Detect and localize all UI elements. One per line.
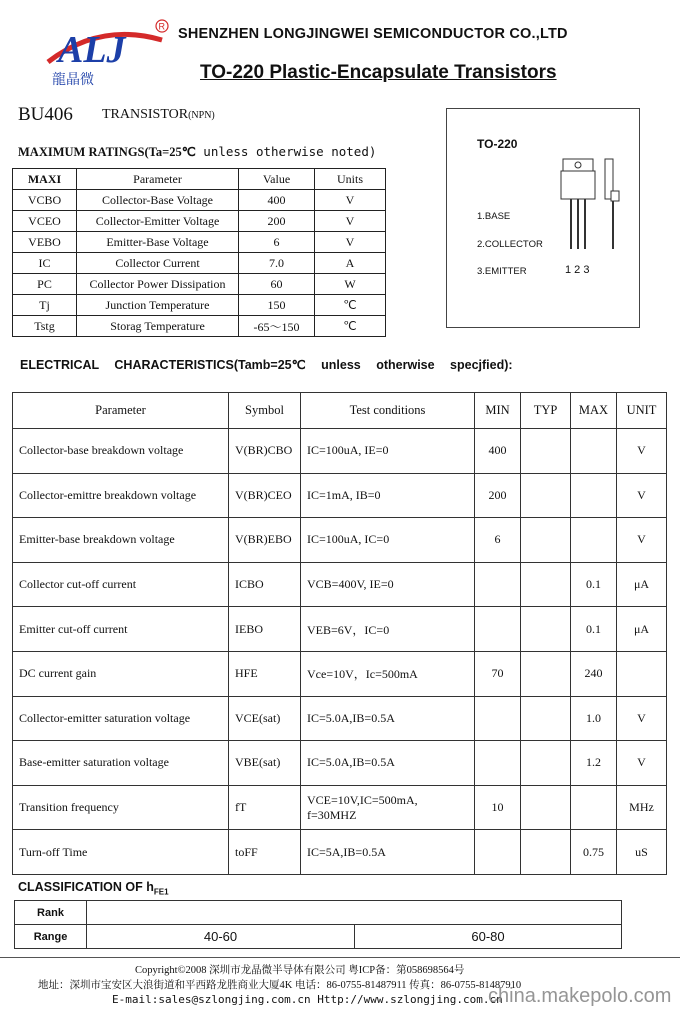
table-cell: 0.1 xyxy=(571,607,617,652)
table-cell: V xyxy=(617,473,667,518)
table-cell: V xyxy=(315,211,386,232)
table-cell: Storag Temperature xyxy=(77,316,239,337)
table-cell: V xyxy=(315,232,386,253)
footer-divider xyxy=(0,957,680,958)
table-cell: fT xyxy=(229,785,301,830)
table-cell xyxy=(475,607,521,652)
table-row xyxy=(13,785,667,830)
table-cell: 400 xyxy=(475,429,521,474)
svg-text:R: R xyxy=(158,21,165,32)
table-row xyxy=(13,190,386,211)
table-cell: 200 xyxy=(239,211,315,232)
table-cell: uS xyxy=(617,830,667,875)
table-cell: Collector Power Dissipation xyxy=(77,274,239,295)
table-cell: IC=100uA, IE=0 xyxy=(301,429,475,474)
table-cell xyxy=(475,830,521,875)
logo-subtext: 龍晶微 xyxy=(52,72,94,88)
table-cell xyxy=(571,518,617,563)
range-label: Range xyxy=(15,925,87,949)
table-cell xyxy=(475,562,521,607)
table-cell: Transition frequency xyxy=(13,785,229,830)
table-cell: V xyxy=(315,190,386,211)
table-cell xyxy=(521,473,571,518)
table-cell: 200 xyxy=(475,473,521,518)
table-cell: V(BR)CBO xyxy=(229,429,301,474)
table-row xyxy=(13,741,667,786)
table-cell: 7.0 xyxy=(239,253,315,274)
table-cell: Emitter cut-off current xyxy=(13,607,229,652)
table-cell: 1.0 xyxy=(571,696,617,741)
logo-text: ALJ xyxy=(58,29,126,71)
table-cell: IC xyxy=(13,253,77,274)
table-row xyxy=(13,518,667,563)
table-cell: Emitter-base breakdown voltage xyxy=(13,518,229,563)
table-header-row xyxy=(13,393,667,429)
table-row xyxy=(13,696,667,741)
table-row xyxy=(13,830,667,875)
table-cell: μA xyxy=(617,607,667,652)
table-cell: V(BR)EBO xyxy=(229,518,301,563)
table-cell: DC current gain xyxy=(13,651,229,696)
part-type xyxy=(102,107,215,123)
footer-contact: E-mail:sales@szlongjing.com.cn Http://www.szlongjing.com.cn xyxy=(112,993,503,1006)
header-cell: MIN xyxy=(475,393,521,429)
classification-title-sub: FE1 xyxy=(153,887,169,897)
table-cell: V xyxy=(617,518,667,563)
table-cell xyxy=(475,741,521,786)
table-cell: 60 xyxy=(239,274,315,295)
table-cell xyxy=(521,696,571,741)
table-cell xyxy=(521,785,571,830)
table-cell: Emitter-Base Voltage xyxy=(77,232,239,253)
table-cell: MHz xyxy=(617,785,667,830)
table-cell: VBE(sat) xyxy=(229,741,301,786)
table-cell: V xyxy=(617,696,667,741)
table-cell: W xyxy=(315,274,386,295)
max-ratings-title-bold: MAXIMUM RATINGS(Ta=25℃ xyxy=(18,145,196,159)
max-ratings-table xyxy=(12,168,386,337)
table-cell: IC=5A,IB=0.5A xyxy=(301,830,475,875)
table-header-row xyxy=(13,169,386,190)
table-row xyxy=(13,253,386,274)
table-cell: 240 xyxy=(571,651,617,696)
table-cell xyxy=(571,429,617,474)
table-cell: Collector Current xyxy=(77,253,239,274)
table-cell: A xyxy=(315,253,386,274)
table-cell: μA xyxy=(617,562,667,607)
table-cell xyxy=(521,651,571,696)
table-cell: ℃ xyxy=(315,316,386,337)
table-cell: VCEO xyxy=(13,211,77,232)
footer-address: 地址：深圳市宝安区大浪街道和平西路龙胜商业大厦4K 电话：86-0755-81487911 传真：86-0755-81487910 xyxy=(38,980,522,991)
table-cell: VEBO xyxy=(13,232,77,253)
table-row xyxy=(13,316,386,337)
package-diagram-box xyxy=(446,108,640,328)
table-row xyxy=(15,901,622,925)
table-cell: Turn-off Time xyxy=(13,830,229,875)
table-cell: HFE xyxy=(229,651,301,696)
header-cell: MAXI xyxy=(13,169,77,190)
table-cell xyxy=(475,696,521,741)
table-cell: Tstg xyxy=(13,316,77,337)
range-cell: 60-80 xyxy=(355,925,622,949)
range-cell: 40-60 xyxy=(87,925,355,949)
table-cell xyxy=(571,785,617,830)
table-row xyxy=(13,651,667,696)
table-cell: Junction Temperature xyxy=(77,295,239,316)
table-cell: VCE=10V,IC=500mA, f=30MHZ xyxy=(301,785,475,830)
pin2-label: 2.COLLECTOR xyxy=(477,239,543,250)
electrical-table xyxy=(12,392,667,875)
table-cell: 6 xyxy=(475,518,521,563)
classification-table xyxy=(14,900,622,949)
part-number: BU406 xyxy=(18,104,73,125)
header-cell: Parameter xyxy=(77,169,239,190)
max-ratings-title-rest: unless otherwise noted) xyxy=(195,144,377,159)
table-cell: Collector-emittre breakdown voltage xyxy=(13,473,229,518)
table-row xyxy=(13,429,667,474)
table-cell: Collector-emitter saturation voltage xyxy=(13,696,229,741)
table-cell: IC=100uA, IC=0 xyxy=(301,518,475,563)
table-cell xyxy=(521,607,571,652)
table-cell: 0.1 xyxy=(571,562,617,607)
pin-numbers: 1 2 3 xyxy=(565,264,590,276)
table-cell xyxy=(521,429,571,474)
table-cell: VEB=6V，IC=0 xyxy=(301,607,475,652)
table-cell: IEBO xyxy=(229,607,301,652)
table-cell: PC xyxy=(13,274,77,295)
table-row xyxy=(13,562,667,607)
table-cell: Base-emitter saturation voltage xyxy=(13,741,229,786)
table-cell: V xyxy=(617,741,667,786)
part-type-label: TRANSISTOR xyxy=(102,107,189,122)
table-cell: V xyxy=(617,429,667,474)
table-row xyxy=(13,211,386,232)
header-cell: MAX xyxy=(571,393,617,429)
table-cell: 6 xyxy=(239,232,315,253)
header-cell: Parameter xyxy=(13,393,229,429)
header-cell: TYP xyxy=(521,393,571,429)
table-cell: VCE(sat) xyxy=(229,696,301,741)
rank-label: Rank xyxy=(15,901,87,925)
table-cell: Collector-Emitter Voltage xyxy=(77,211,239,232)
table-cell: Tj xyxy=(13,295,77,316)
max-ratings-title xyxy=(18,144,376,160)
table-cell xyxy=(617,651,667,696)
header-cell: Test conditions xyxy=(301,393,475,429)
table-cell xyxy=(521,830,571,875)
table-cell: ICBO xyxy=(229,562,301,607)
table-cell: 0.75 xyxy=(571,830,617,875)
company-name: SHENZHEN LONGJINGWEI SEMICONDUCTOR CO.,LTD xyxy=(178,26,568,42)
company-logo xyxy=(40,18,170,88)
rank-cell xyxy=(87,901,622,925)
table-cell: 150 xyxy=(239,295,315,316)
table-cell xyxy=(521,741,571,786)
table-cell: -65～150 xyxy=(239,316,315,337)
table-cell xyxy=(571,473,617,518)
table-cell xyxy=(521,562,571,607)
table-cell: IC=1mA, IB=0 xyxy=(301,473,475,518)
classification-title-text: CLASSIFICATION OF h xyxy=(18,880,154,894)
table-cell: toFF xyxy=(229,830,301,875)
table-row xyxy=(13,232,386,253)
table-cell: VCB=400V, IE=0 xyxy=(301,562,475,607)
electrical-title: ELECTRICAL CHARACTERISTICS(Tamb=25℃ unless otherwise specjfied): xyxy=(20,358,513,372)
package-title: TO-220 xyxy=(477,137,518,151)
header-cell: UNIT xyxy=(617,393,667,429)
table-row xyxy=(13,607,667,652)
to220-package-icon xyxy=(555,151,625,261)
table-cell: Collector cut-off current xyxy=(13,562,229,607)
table-cell xyxy=(521,518,571,563)
table-cell: Vce=10V，Ic=500mA xyxy=(301,651,475,696)
table-cell: 70 xyxy=(475,651,521,696)
table-cell: Collector-Base Voltage xyxy=(77,190,239,211)
header-cell: Value xyxy=(239,169,315,190)
table-row xyxy=(13,473,667,518)
table-row xyxy=(13,295,386,316)
document-title: TO-220 Plastic-Encapsulate Transistors xyxy=(200,62,557,83)
table-cell: ℃ xyxy=(315,295,386,316)
pin1-label: 1.BASE xyxy=(477,211,511,222)
part-polarity: (NPN) xyxy=(188,110,215,121)
footer-copyright: Copyright©2008 深圳市龙晶微半导体有限公司 粤ICP备：第058698564号 xyxy=(135,965,465,976)
table-cell: 1.2 xyxy=(571,741,617,786)
classification-title xyxy=(18,880,169,897)
table-cell: Collector-base breakdown voltage xyxy=(13,429,229,474)
table-cell: 400 xyxy=(239,190,315,211)
header-cell: Symbol xyxy=(229,393,301,429)
table-cell: VCBO xyxy=(13,190,77,211)
table-cell: IC=5.0A,IB=0.5A xyxy=(301,741,475,786)
table-row xyxy=(13,274,386,295)
header-cell: Units xyxy=(315,169,386,190)
table-row xyxy=(15,925,622,949)
pin3-label: 3.EMITTER xyxy=(477,266,527,277)
table-cell: IC=5.0A,IB=0.5A xyxy=(301,696,475,741)
table-cell: 10 xyxy=(475,785,521,830)
watermark: china.makepolo.com xyxy=(488,985,672,1007)
table-cell: V(BR)CEO xyxy=(229,473,301,518)
